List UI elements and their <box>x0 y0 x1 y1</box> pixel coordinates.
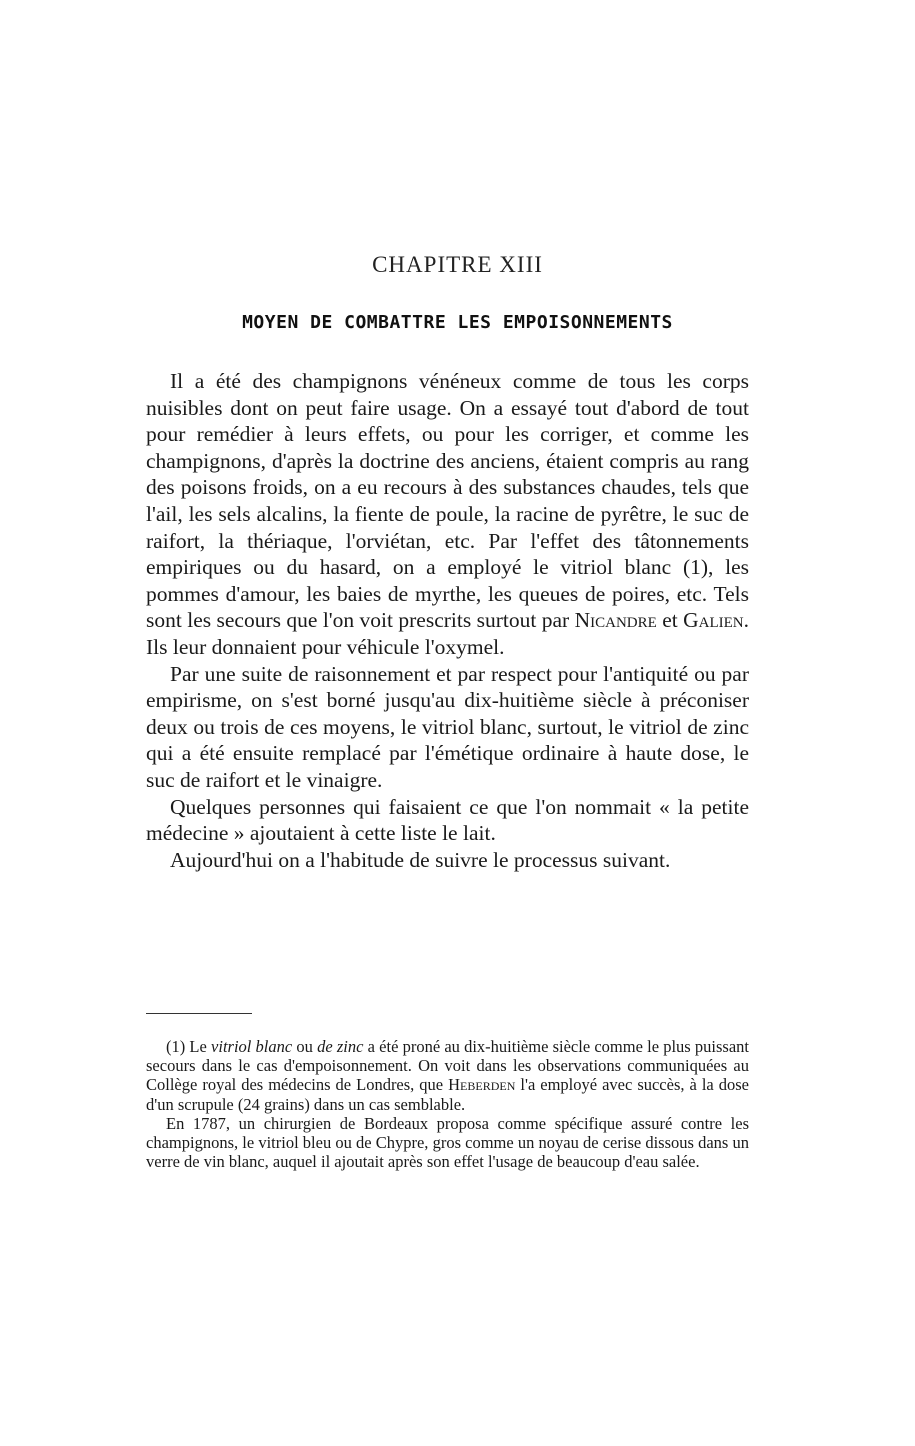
chapter-heading: CHAPITRE XIII <box>372 252 543 277</box>
footnote-2: En 1787, un chirurgien de Bordeaux proposa comme spécifique assuré contre les champignons, le vitriol bleu ou de Chypre, gros comme un noyau de cerise dissous dans un verre de vin blanc, auquel il ajoutait après son effet l'usage de beaucoup d'eau salée. <box>146 1113 749 1172</box>
author-name-nicandre: Nicandre <box>574 608 657 633</box>
author-name-heberden: Heberden <box>448 1075 516 1095</box>
section-heading: MOYEN DE COMBATTRE LES EMPOISONNEMENTS <box>242 312 673 333</box>
footnotes <box>146 1037 749 1171</box>
author-name-galien: Galien <box>683 608 744 633</box>
main-text <box>146 368 749 873</box>
footnote-divider <box>146 1013 252 1014</box>
paragraph-3: Quelques personnes qui faisaient ce que l'on nommait « la petite médecine » ajoutaient à cette liste le lait. <box>146 794 749 846</box>
paragraph-1: Il a été des champignons vénéneux comme de tous les corps nuisibles dont on peut faire usage. On a essayé tout d'abord de tout pour remédier à leurs effets, ou pour les corriger, et comme les champignons, d'après la doctrine des anciens, étaient compris au rang des poisons froids, on a eu recours à des substances chaudes, tels que l'ail, les sels alcalins, la fiente de poule, la racine de pyrêtre, le suc de raifort, la thériaque, l'orviétan, etc. Par l'effet des tâtonnements empiriques ou du hasard, on a employé le vitriol blanc (1), les pommes d'amour, les baies de myrthe, les queues de poires, etc. Tels sont les secours que l'on voit prescrits surtout par Nicandre et Galien. Ils leur donnaient pour véhicule l'oxymel. <box>146 369 749 659</box>
paragraph-4: Aujourd'hui on a l'habitude de suivre le processus suivant. <box>170 847 671 872</box>
footnote-1: (1) Le vitriol blanc ou de zinc a été proné au dix-huitième siècle comme le plus puissant secours dans le cas d'empoisonnement. On voit dans les observations communiquées au Collège royal des médecins de Londres, que Heberden l'a employé avec succès, à la dose d'un scrupule (24 grains) dans un cas semblable. <box>146 1037 749 1114</box>
paragraph-2: Par une suite de raisonnement et par respect pour l'antiquité ou par empirisme, on s'est borné jusqu'au dix-huitième siècle à préconiser deux ou trois de ces moyens, le vitriol blanc, surtout, le vitriol de zinc qui a été ensuite remplacé par l'émétique ordinaire à haute dose, le suc de raifort et le vinaigre. <box>146 661 749 792</box>
